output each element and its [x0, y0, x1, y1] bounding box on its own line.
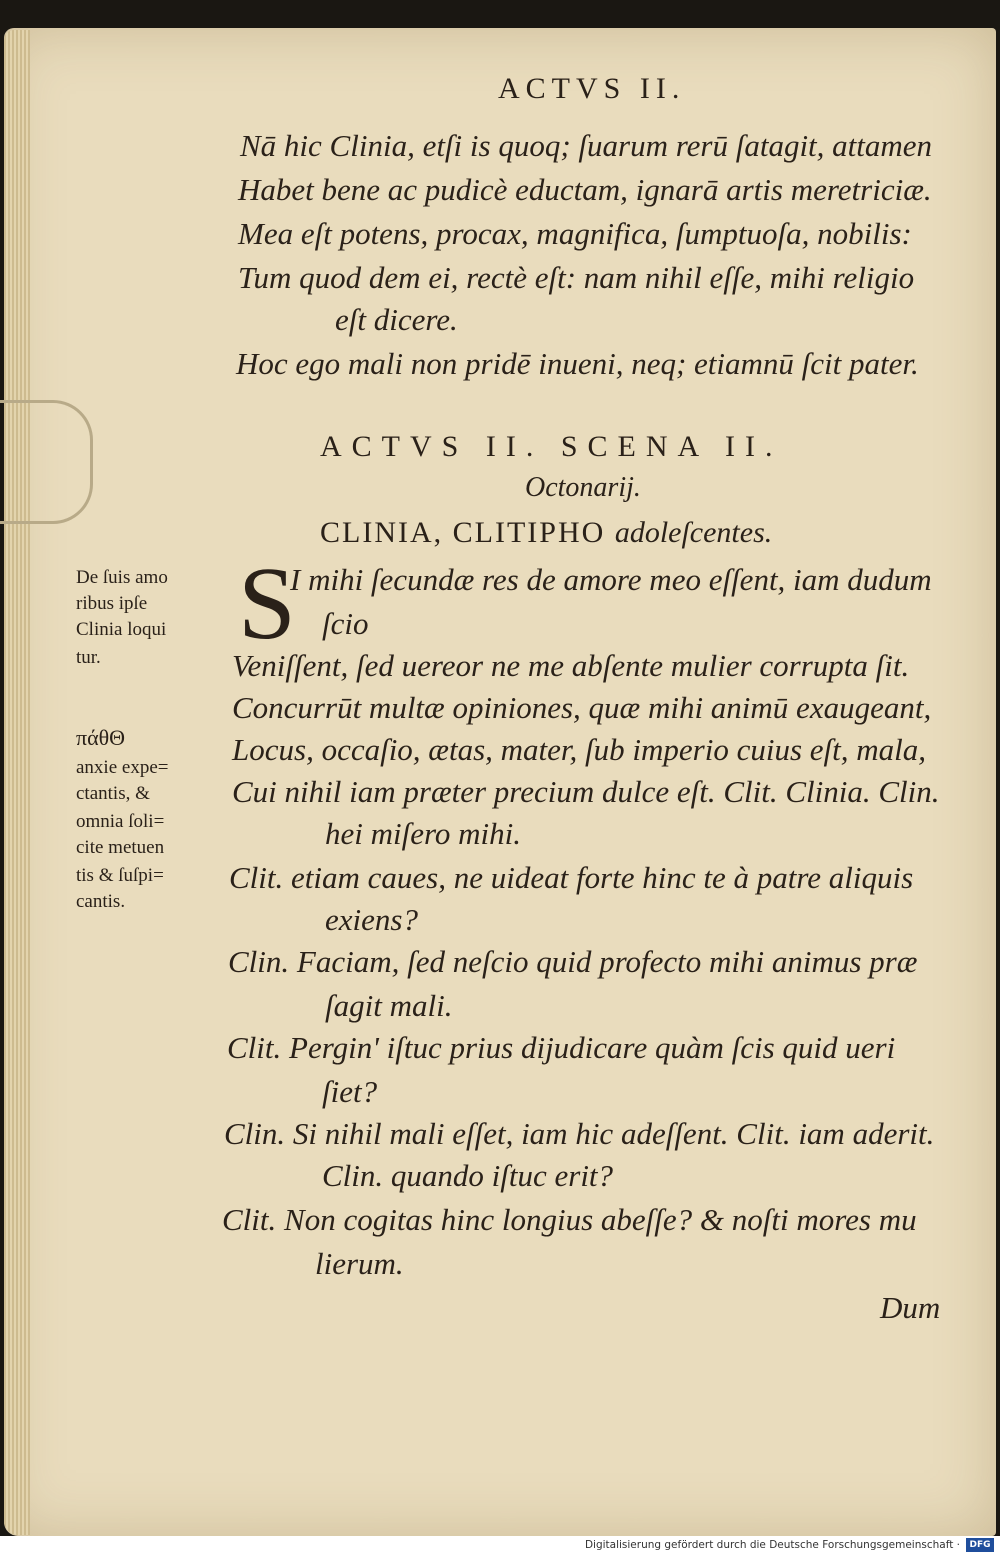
margin-line: ribus ipſe — [76, 593, 148, 614]
verse-line: ſagit mali. — [325, 988, 453, 1023]
verse-line: ſiet? — [322, 1074, 378, 1109]
margin-line: πάθΘ — [76, 725, 126, 750]
margin-line: tis & ſuſpi= — [76, 865, 164, 886]
margin-line: omnia ſoli= — [76, 811, 165, 832]
margin-line: cite metuen — [76, 837, 165, 858]
verse-line: Nā hic Clinia, etſi is quoq; ſuarum rerū ſatagit, attamen — [240, 128, 933, 163]
margin-line: Clinia loqui — [76, 619, 167, 640]
page-clip — [0, 400, 93, 524]
verse-line: Clin. quando iſtuc erit? — [322, 1158, 614, 1193]
verse-line: Concurrūt multæ opiniones, quæ mihi animū exaugeant, — [232, 690, 932, 725]
verse-line: Habet bene ac pudicè eductam, ignarā artis meretriciæ. — [238, 172, 932, 207]
verse-line: Clit. etiam caues, ne uideat forte hinc te à patre aliquis — [229, 860, 914, 895]
verse-line: I mihi ſecundæ res de amore meo eſſent, iam dudum — [290, 562, 932, 597]
margin-line: tur. — [76, 647, 101, 668]
margin-line: ctantis, & — [76, 783, 150, 804]
verse-line: Tum quod dem ei, rectè eſt: nam nihil eſſe, mihi religio — [238, 260, 915, 295]
running-head: ACTVS II. — [498, 72, 686, 105]
verse-line: lierum. — [315, 1246, 404, 1281]
scene-heading: ACTVS II. SCENA II. — [320, 430, 783, 463]
persons-role: adoleſcentes. — [614, 516, 773, 549]
verse-line: Hoc ego mali non pridē inueni, neq; etiamnū ſcit pater. — [236, 346, 919, 381]
footer-credit: Digitalisierung gefördert durch die Deutsche Forschungsgemeinschaft · — [584, 1539, 960, 1551]
verse-line: Mea eſt potens, procax, magnifica, ſumptuoſa, nobilis: — [238, 216, 912, 251]
verse-line: Clin. Si nihil mali eſſet, iam hic adeſſent. Clit. iam aderit. — [224, 1116, 935, 1151]
verse-line: eſt dicere. — [335, 302, 458, 337]
verse-line: Clit. Non cogitas hinc longius abeſſe? & noſti mores mu — [222, 1202, 917, 1237]
verse-line: Locus, occaſio, ætas, mater, ſub imperio cuius eſt, mala, — [232, 732, 927, 767]
meter-label: Octonarij. — [525, 472, 641, 503]
verse-line: hei miſero mihi. — [325, 816, 522, 851]
verse-line: Veniſſent, ſed uereor ne me abſente mulier corrupta ſit. — [232, 648, 910, 683]
page-edges — [4, 30, 30, 1535]
verse-line: Clin. Faciam, ſed neſcio quid profecto mihi animus præ — [228, 944, 918, 979]
margin-line: anxie expe= — [76, 757, 169, 778]
persons-names: CLINIA, CLITIPHO — [320, 516, 606, 549]
persons-line — [320, 516, 772, 550]
verse-line: exiens? — [325, 902, 418, 937]
verse-line: Cui nihil iam præter precium dulce eſt. Clit. Clinia. Clin. — [232, 774, 940, 809]
margin-line: cantis. — [76, 891, 126, 912]
footer-bar — [0, 1536, 1000, 1556]
drop-cap: S — [238, 546, 296, 661]
verse-line: ſcio — [322, 606, 369, 641]
catchword: Dum — [880, 1290, 941, 1325]
verse-line: Clit. Pergin' iſtuc prius dijudicare quàm ſcis quid ueri — [227, 1030, 896, 1065]
margin-line: De ſuis amo — [76, 567, 168, 588]
dfg-logo: DFG — [966, 1538, 994, 1552]
